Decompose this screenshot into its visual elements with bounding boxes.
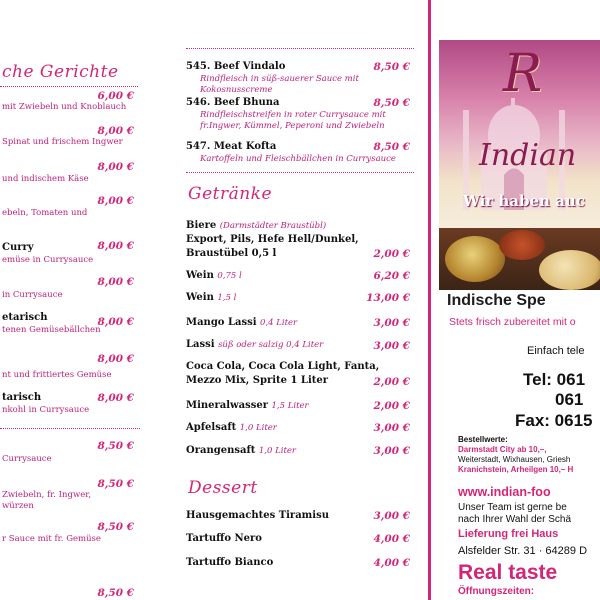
middle-menu-column [178, 0, 418, 600]
drink-price: 3,00 € [373, 317, 410, 329]
food-photo [439, 228, 600, 290]
drink-price: 2,00 € [373, 400, 410, 412]
dish-desc: r Sauce mit fr. Gemüse [2, 534, 101, 544]
dish-name: 547. Meat Kofta [186, 141, 277, 152]
drink-price: 3,00 € [373, 422, 410, 434]
drink-name: Export, Pils, Hefe Hell/Dunkel, [186, 234, 359, 245]
dish-desc: Spinat und frischem Ingwer [2, 137, 123, 147]
divider [186, 48, 414, 49]
order-value-line: Weiterstadt, Wixhausen, Griesh [458, 455, 571, 464]
dish-price: 8,50 € [97, 521, 134, 533]
dessert-name: Hausgemachtes Tiramisu [186, 510, 329, 521]
dish-price: 8,50 € [373, 97, 410, 109]
dish-desc: Currysauce [2, 454, 52, 464]
section-title-drinks: Getränke [188, 184, 273, 204]
dish-price: 8,00 € [97, 316, 134, 328]
dish-price: 8,50 € [373, 61, 410, 73]
drink-price: 2,00 € [373, 248, 410, 260]
address: Alsfelder Str. 31 · 64289 D [458, 545, 588, 557]
drink-name: Coca Cola, Coca Cola Light, Fanta, [186, 361, 380, 372]
dish-price: 8,00 € [97, 353, 134, 365]
drink-price: 6,20 € [373, 270, 410, 282]
divider [0, 86, 138, 87]
brand-banner [439, 40, 600, 228]
dish-name: Curry [2, 242, 34, 253]
dish-price: 8,00 € [97, 161, 134, 173]
drink-name: Braustübel 0,5 l [186, 248, 277, 259]
brand-logo-initial: R [503, 44, 543, 104]
dish-desc: emüse in Currysauce [2, 255, 94, 265]
dish-price: 8,50 € [97, 440, 134, 452]
drink-name: Biere (Darmstädter Braustübl) [186, 220, 327, 231]
order-values-label: Bestellwerte: [458, 435, 508, 444]
drink-name: Apfelsaft 1,0 Liter [186, 422, 277, 433]
fax-number: Fax: 0615 [515, 411, 593, 430]
naan-bread [539, 250, 600, 290]
divider [0, 428, 140, 429]
drink-name: Mango Lassi 0,4 Liter [186, 317, 298, 328]
dish-desc: Rindfleischstreifen in roter Currysauce mit [200, 110, 386, 120]
dish-desc: tenen Gemüsebällchen [2, 325, 101, 335]
dish-price: 8,00 € [97, 240, 134, 252]
drink-name: Mineralwasser 1,5 Liter [186, 400, 309, 411]
section-title-dishes: che Gerichte [2, 62, 119, 82]
dessert-name: Tartuffo Nero [186, 533, 262, 544]
team-text: nach Ihrer Wahl der Schä [458, 514, 572, 525]
dish-price: 6,00 € [97, 90, 134, 102]
dish-price: 8,50 € [373, 141, 410, 153]
dish-desc: Rindfleisch in süß-sauerer Sauce mit [200, 74, 359, 84]
drink-price: 3,00 € [373, 445, 410, 457]
dish-desc: ebeln, Tomaten und [2, 208, 88, 218]
left-menu-column [0, 0, 150, 600]
real-taste-heading: Real taste [458, 561, 558, 584]
dish-desc: fr.Ingwer, Kümmel, Peperoni und Zwiebeln [200, 121, 385, 131]
dish-price: 8,50 € [97, 478, 134, 490]
divider [186, 172, 414, 173]
drink-name: Lassi süß oder salzig 0,4 Liter [186, 339, 324, 350]
dessert-name: Tartuffo Bianco [186, 557, 274, 568]
dish-price-partial: 8,50 € [97, 587, 134, 599]
phone-number-2: 061 [555, 390, 584, 409]
dish-name: etarisch [2, 312, 48, 323]
dish-price: 8,00 € [97, 195, 134, 207]
dessert-price: 3,00 € [373, 510, 410, 522]
curry-bowl [499, 230, 545, 260]
dish-desc: in Currysauce [2, 290, 63, 300]
section-title-dessert: Dessert [188, 478, 258, 498]
dish-price: 8,00 € [97, 125, 134, 137]
drink-price: 2,00 € [373, 376, 410, 388]
drink-price: 13,00 € [366, 292, 410, 304]
dessert-price: 4,00 € [373, 557, 410, 569]
dish-desc: Kartoffeln und Fleischbällchen in Currysauce [200, 154, 396, 164]
drink-name: Orangensaft 1,0 Liter [186, 445, 296, 456]
dish-desc: mit Zwiebeln und Knoblauch [2, 102, 127, 112]
dish-desc: Zwiebeln, fr. Ingwer, würzen [2, 490, 92, 511]
slogan: Wir haben auc [463, 192, 585, 210]
drink-name: Mezzo Mix, Sprite 1 Liter [186, 375, 328, 386]
brand-logo-subtitle: Indian [479, 138, 577, 173]
drink-name: Wein 1,5 l [186, 292, 237, 303]
dessert-price: 4,00 € [373, 533, 410, 545]
call-text: Einfach tele [527, 345, 585, 357]
dish-name: 546. Beef Bhuna [186, 97, 280, 108]
rice-plate [445, 236, 505, 282]
opening-hours-label: Öffnungszeiten: [458, 586, 535, 597]
dish-name: tarisch [2, 392, 42, 403]
order-value-line: Darmstadt City ab 10,–, [458, 445, 547, 454]
order-value-line: Kranichstein, Arheilgen 10,– H [458, 465, 574, 474]
dish-price: 8,00 € [97, 276, 134, 288]
team-text: Unser Team ist gerne be [458, 502, 567, 513]
phone-number: Tel: 061 [523, 370, 586, 389]
drink-name: Wein 0,75 l [186, 270, 242, 281]
specialty-heading: Indische Spe [447, 292, 546, 309]
dish-desc: nkohl in Currysauce [2, 405, 90, 415]
dish-desc: Kokosnusscreme [200, 85, 273, 95]
dish-desc: nt und frittiertes Gemüse [2, 370, 112, 380]
dish-name: 545. Beef Vindalo [186, 61, 286, 72]
flyer-panel [428, 0, 600, 600]
delivery-note: Lieferung frei Haus [458, 528, 559, 540]
website-link[interactable]: www.indian-foo [458, 485, 551, 499]
drink-price: 3,00 € [373, 340, 410, 352]
tagline: Stets frisch zubereitet mit o [449, 316, 576, 328]
dish-desc: und indischem Käse [2, 174, 89, 184]
dish-price: 8,00 € [97, 392, 134, 404]
